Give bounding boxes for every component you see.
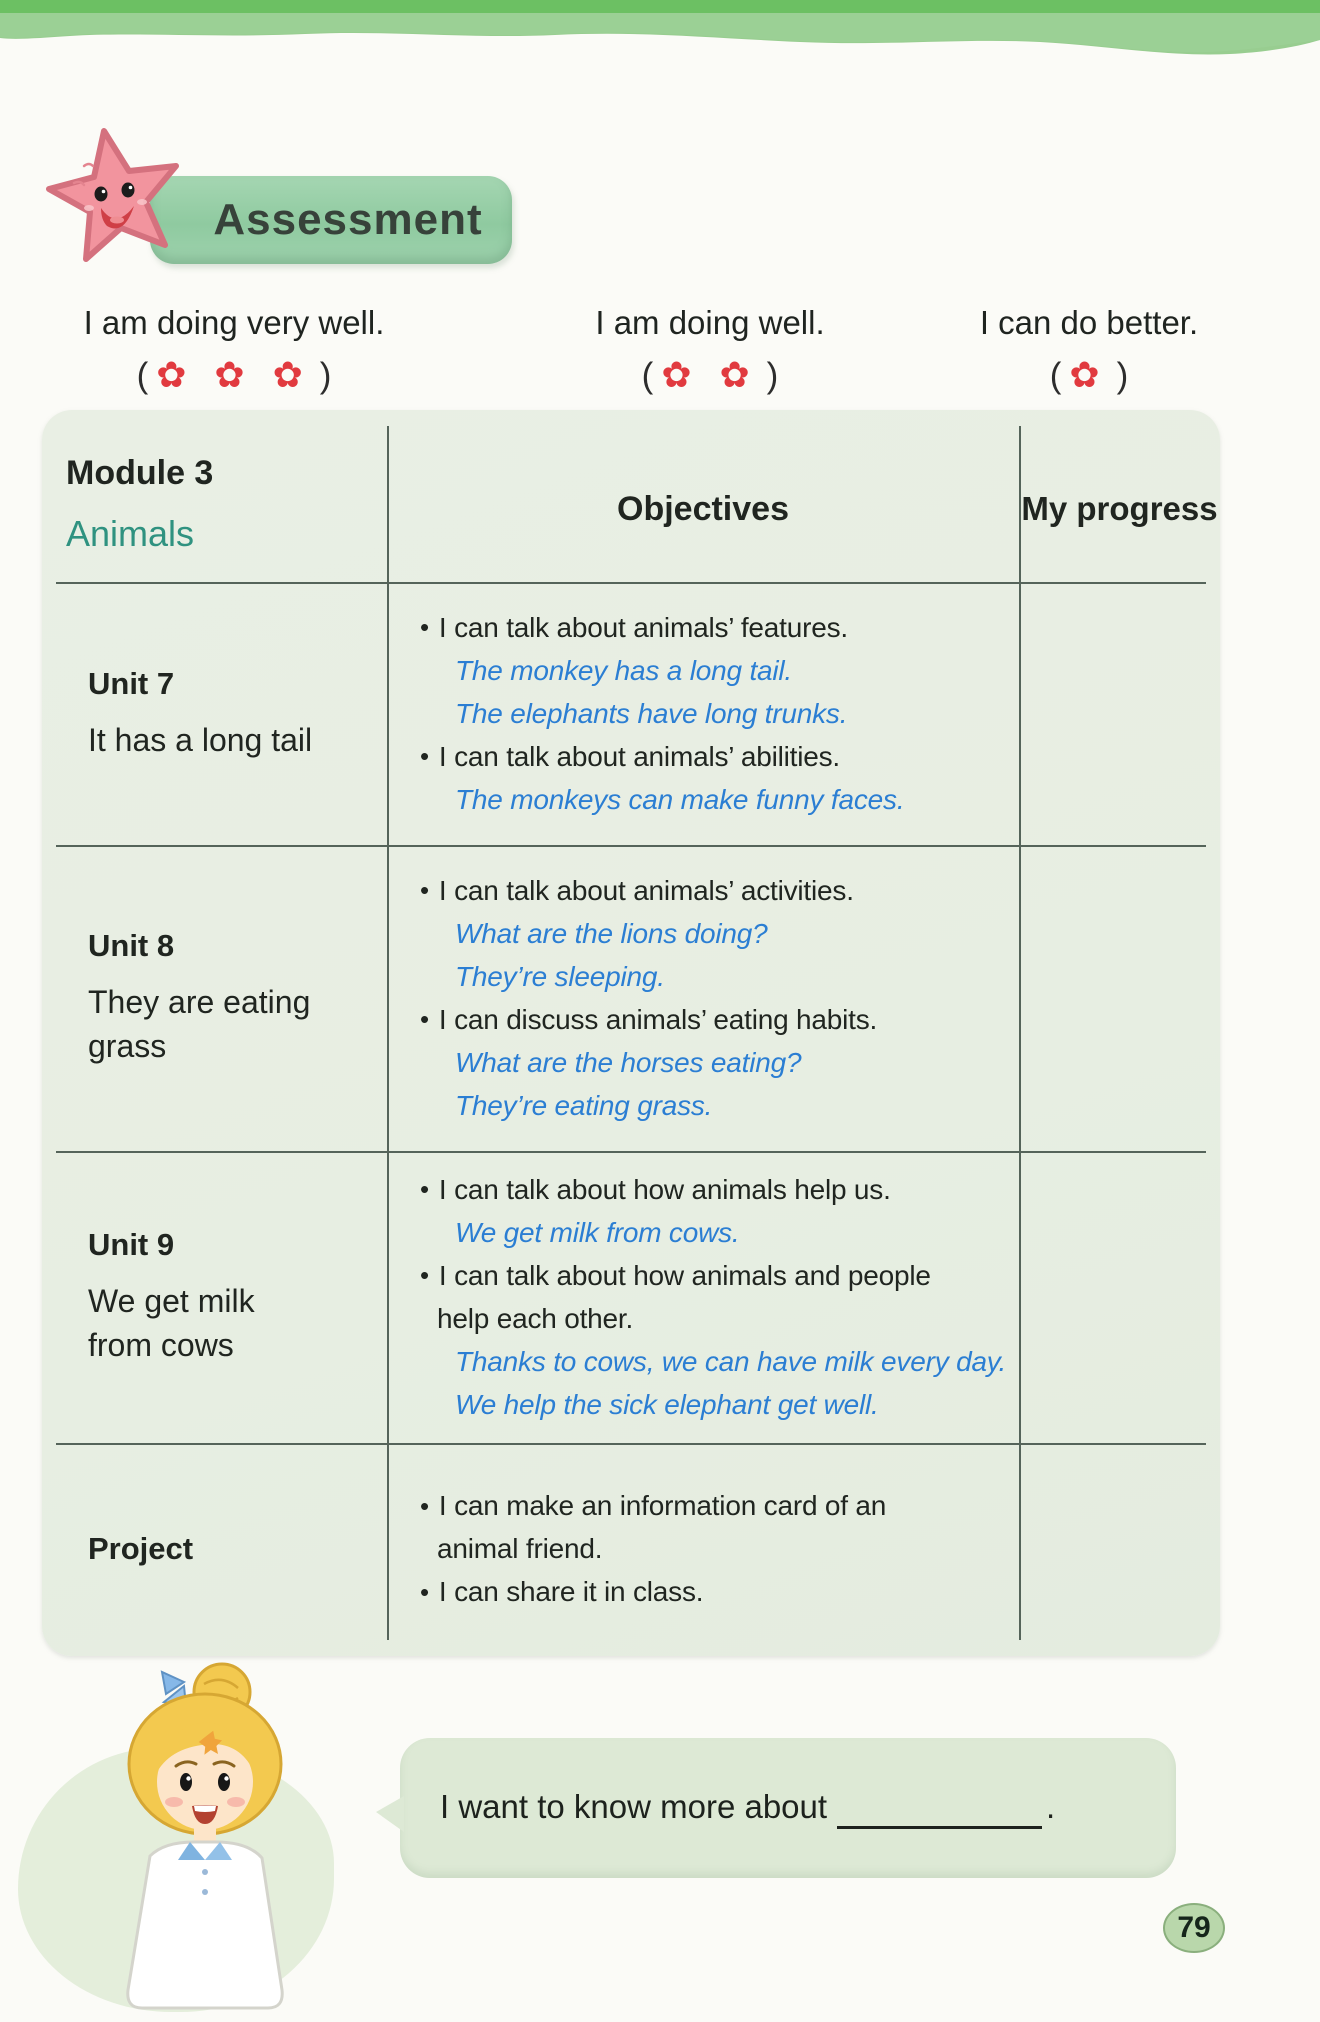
unit-cell bbox=[88, 1151, 384, 1443]
objective-line: • I can talk about animals’ abilities. bbox=[420, 735, 1019, 778]
top-watercolor-band bbox=[0, 0, 1320, 64]
unit-title-line: grass bbox=[88, 1028, 167, 1064]
flower-icon: ✿ ✿ bbox=[661, 354, 759, 395]
example-line: We get milk from cows. bbox=[455, 1216, 740, 1248]
objectives-cell bbox=[387, 582, 1019, 845]
rating-flowers bbox=[538, 354, 882, 396]
example-line: The elephants have long trunks. bbox=[455, 697, 848, 729]
objectives-cell bbox=[387, 1151, 1019, 1443]
example-line: They’re sleeping. bbox=[455, 960, 665, 992]
example-line: They’re eating grass. bbox=[455, 1089, 713, 1121]
rating-label: I am doing well. bbox=[595, 304, 825, 341]
unit-label: Project bbox=[88, 1531, 194, 1566]
rating-very-well bbox=[28, 304, 440, 396]
objectives-cell bbox=[387, 1443, 1019, 1655]
objective-line: animal friend. bbox=[437, 1533, 603, 1564]
module-subject: Animals bbox=[66, 513, 195, 554]
paren-open: ( bbox=[136, 356, 149, 395]
my-progress-cell bbox=[1021, 845, 1220, 1151]
unit-title-line: It has a long tail bbox=[88, 721, 313, 758]
module-header-cell bbox=[66, 454, 366, 555]
unit-title-line: They are eating bbox=[88, 984, 311, 1020]
unit-title-line: from cows bbox=[88, 1327, 234, 1363]
unit-cell bbox=[88, 845, 384, 1151]
example-line: What are the lions doing? bbox=[455, 917, 768, 949]
table-row-unit8 bbox=[42, 845, 1220, 1151]
table-row-project bbox=[42, 1443, 1220, 1655]
rating-flowers bbox=[28, 354, 440, 396]
objective-line: • I can discuss animals’ eating habits. bbox=[420, 998, 1019, 1041]
starfish-icon bbox=[44, 128, 194, 268]
unit-title-line: We get milk bbox=[88, 1283, 255, 1319]
speech-period: . bbox=[1046, 1787, 1056, 1825]
flower-icon: ✿ bbox=[1069, 354, 1109, 395]
unit-label: Unit 8 bbox=[88, 928, 175, 963]
rating-well bbox=[538, 304, 882, 396]
objective-line: • I can talk about how animals help us. bbox=[420, 1168, 1019, 1211]
speech-text bbox=[400, 1788, 1055, 1829]
unit-label: Unit 7 bbox=[88, 665, 175, 701]
my-progress-cell bbox=[1021, 1151, 1220, 1443]
speech-bubble-tail bbox=[376, 1796, 404, 1832]
rating-label: I can do better. bbox=[979, 304, 1199, 341]
objectives-header: Objectives bbox=[617, 490, 789, 528]
unit-label: Unit 9 bbox=[88, 1227, 175, 1262]
assessment-banner bbox=[150, 176, 512, 264]
rating-label: I am doing very well. bbox=[83, 304, 385, 341]
my-progress-cell bbox=[1021, 1443, 1220, 1655]
table-row-unit7 bbox=[42, 582, 1220, 845]
page-number: 79 bbox=[1177, 1911, 1211, 1944]
unit-cell bbox=[88, 1443, 384, 1655]
rating-do-better bbox=[932, 304, 1246, 396]
speech-sentence: I want to know more about bbox=[440, 1787, 828, 1825]
objective-line: help each other. bbox=[437, 1302, 634, 1334]
progress-table bbox=[42, 410, 1220, 1656]
paren-close: ) bbox=[1116, 356, 1129, 395]
module-label: Module 3 bbox=[66, 454, 214, 492]
example-line: What are the horses eating? bbox=[455, 1046, 802, 1078]
table-row-unit9 bbox=[42, 1151, 1220, 1443]
speech-bubble bbox=[400, 1738, 1176, 1878]
flower-icon: ✿ ✿ ✿ bbox=[156, 354, 312, 395]
fill-in-blank bbox=[837, 1788, 1042, 1829]
objective-line: • I can share it in class. bbox=[420, 1571, 1019, 1614]
paren-open: ( bbox=[641, 356, 654, 395]
paren-close: ) bbox=[766, 356, 779, 395]
my-progress-header: My progress bbox=[1021, 490, 1218, 527]
paren-open: ( bbox=[1049, 356, 1062, 395]
objective-line: • I can make an information card of an bbox=[420, 1485, 1019, 1528]
objective-line: • I can talk about animals’ features. bbox=[420, 606, 1019, 649]
example-line: The monkeys can make funny faces. bbox=[455, 783, 905, 815]
rating-flowers bbox=[932, 354, 1246, 396]
objectives-cell bbox=[387, 845, 1019, 1151]
example-line: The monkey has a long tail. bbox=[455, 654, 793, 686]
example-line: Thanks to cows, we can have milk every day. bbox=[455, 1345, 1007, 1377]
objective-line: • I can talk about how animals and people bbox=[420, 1254, 1019, 1297]
girl-avatar bbox=[72, 1660, 310, 2014]
page-number-badge bbox=[1163, 1903, 1225, 1953]
example-line: We help the sick elephant get well. bbox=[455, 1388, 879, 1420]
paren-close: ) bbox=[319, 356, 332, 395]
my-progress-cell bbox=[1021, 582, 1220, 845]
assessment-title: Assessment bbox=[213, 195, 483, 244]
unit-cell bbox=[88, 582, 384, 845]
objective-line: • I can talk about animals’ activities. bbox=[420, 869, 1019, 912]
